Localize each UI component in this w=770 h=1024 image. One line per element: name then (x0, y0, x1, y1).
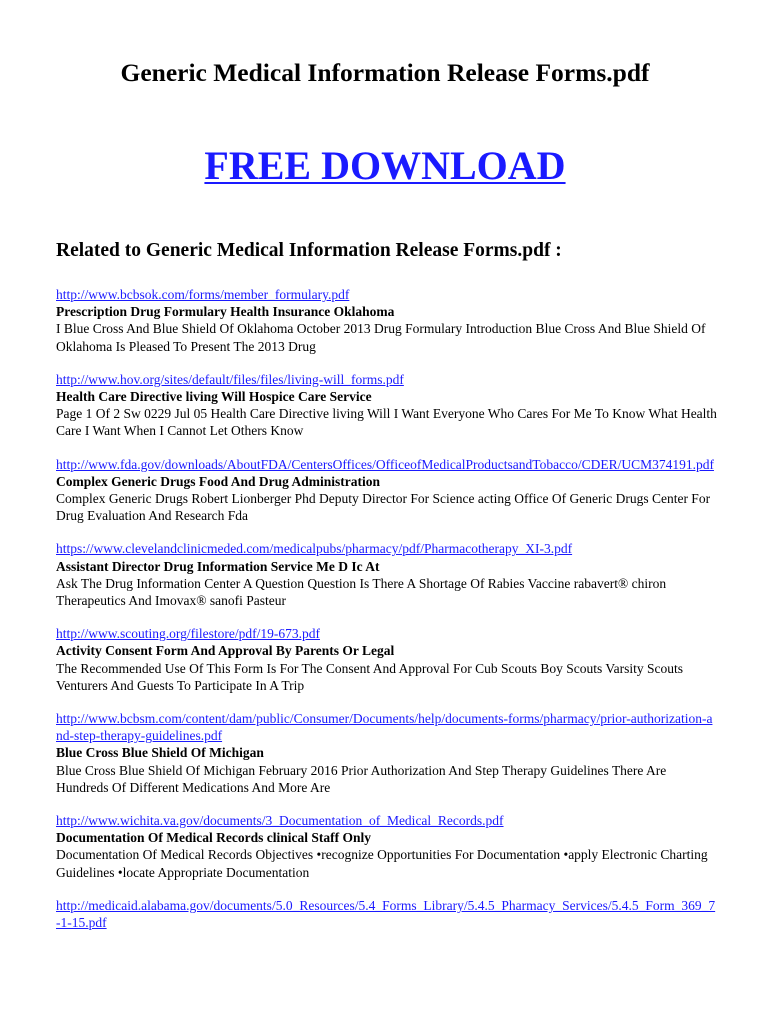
entry-title: Health Care Directive living Will Hospice Care Service (56, 389, 372, 405)
entry-title: Prescription Drug Formulary Health Insurance Oklahoma (56, 304, 395, 320)
entry-description: Documentation Of Medical Records Objectives •recognize Opportunities For Documentation •apply Electronic Charting Guidelines •locate Appropriate Documentation (56, 847, 708, 880)
related-entry (56, 456, 718, 525)
entry-url-link[interactable]: http://www.bcbsm.com/content/dam/public/Consumer/Documents/help/documents-forms/pharmacy/prior-authorization-and-step-therapy-guidelines.pdf (56, 711, 713, 744)
related-entry (56, 812, 718, 881)
free-download-link[interactable]: FREE DOWNLOAD (204, 143, 566, 188)
entry-description: Page 1 Of 2 Sw 0229 Jul 05 Health Care Directive living Will I Want Everyone Who Cares For Me To Know What Health Care I Want When I Cannot Let Others Know (56, 406, 717, 439)
related-entry (56, 540, 718, 609)
entry-url-link[interactable]: https://www.clevelandclinicmeded.com/medicalpubs/pharmacy/pdf/Pharmacotherapy_XI-3.pdf (56, 541, 573, 557)
related-entry (56, 286, 718, 355)
entry-url-link[interactable]: http://www.hov.org/sites/default/files/files/living-will_forms.pdf (56, 371, 404, 387)
related-heading: Related to Generic Medical Information Release Forms.pdf : (56, 240, 562, 261)
entry-url-link[interactable]: http://www.bcbsok.com/forms/member_formulary.pdf (56, 287, 350, 302)
related-entry (56, 371, 718, 440)
entry-title: Assistant Director Drug Information Service Me D Ic At (56, 558, 380, 574)
entry-url-link[interactable]: http://www.wichita.va.gov/documents/3_Documentation_of_Medical_Records.pdf (56, 813, 504, 829)
entry-url-link[interactable]: http://www.fda.gov/downloads/AboutFDA/CentersOffices/OfficeofMedicalProductsandTobacco/CDER/UCM374191.pdf (56, 456, 714, 472)
related-entry (56, 710, 718, 796)
entry-url-link[interactable]: http://medicaid.alabama.gov/documents/5.0_Resources/5.4_Forms_Library/5.4.5_Pharmacy_Services/5.4.5_Form_369_7-1-15.pdf (56, 897, 716, 931)
related-entries-list (56, 286, 718, 947)
related-entry (56, 897, 718, 931)
entry-description: Blue Cross Blue Shield Of Michigan February 2016 Prior Authorization And Step Therapy Guidelines There Are Hundreds Of Different Medications And More Are (56, 762, 667, 795)
entry-title: Documentation Of Medical Records clinical Staff Only (56, 830, 371, 846)
entry-url-link[interactable]: http://www.scouting.org/filestore/pdf/19-673.pdf (56, 626, 320, 642)
entry-description: Complex Generic Drugs Robert Lionberger Phd Deputy Director For Science acting Office Of Generic Drugs Center For Drug Evaluation And Research Fda (56, 491, 711, 524)
document-title: Generic Medical Information Release Forms.pdf (120, 58, 650, 87)
entry-description: I Blue Cross And Blue Shield Of Oklahoma October 2013 Drug Formulary Introduction Blue Cross And Blue Shield Of Oklahoma Is Pleased To Present The 2013 Drug (56, 321, 706, 354)
entry-title: Blue Cross Blue Shield Of Michigan (56, 745, 264, 761)
related-entry (56, 625, 718, 694)
entry-title: Complex Generic Drugs Food And Drug Administration (56, 473, 381, 489)
entry-description: Ask The Drug Information Center A Question Question Is There A Shortage Of Rabies Vaccine rabavert® chiron Therapeutics And Imovax® sanofi Pasteur (56, 575, 667, 609)
entry-description: The Recommended Use Of This Form Is For The Consent And Approval For Cub Scouts Boy Scouts Varsity Scouts Venturers And Guests To Participate In A Trip (56, 660, 683, 693)
entry-title: Activity Consent Form And Approval By Parents Or Legal (56, 643, 395, 659)
